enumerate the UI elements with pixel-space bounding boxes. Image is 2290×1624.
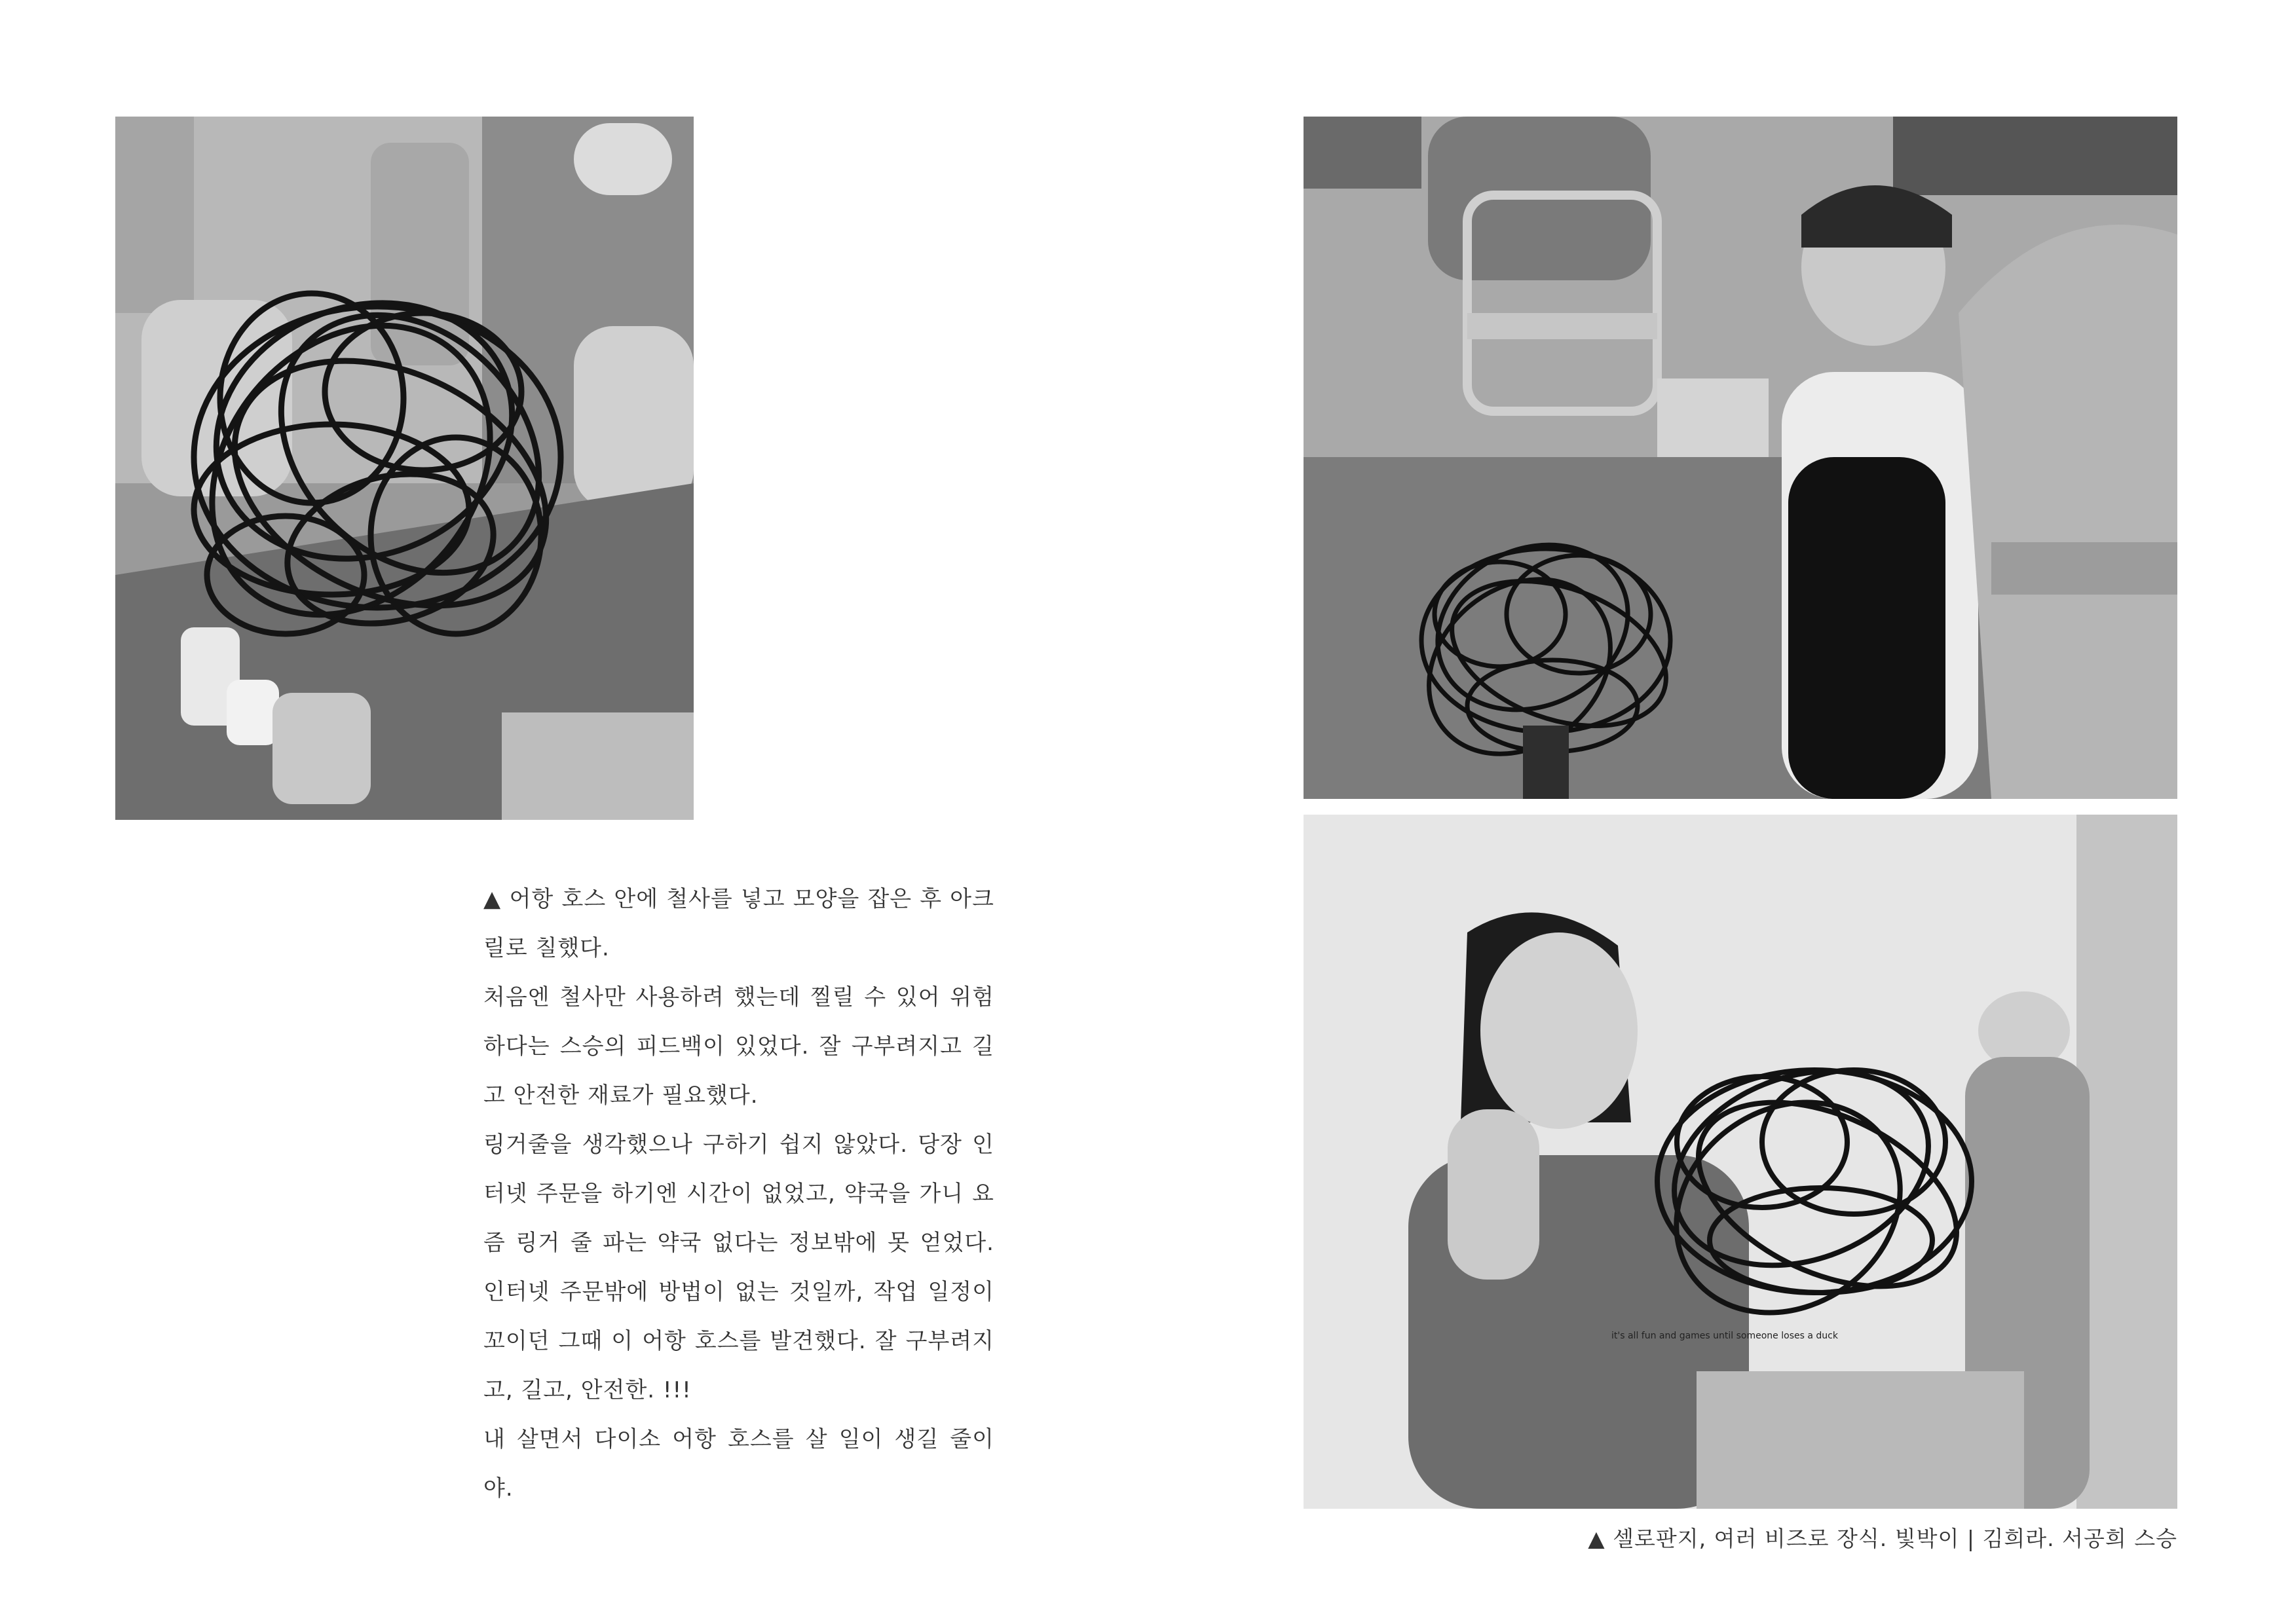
photo-hose-sculpture-on-table [115, 117, 694, 820]
paragraph-3: 내 살면서 다이소 어항 호스를 살 일이 생길 줄이야. [483, 1426, 994, 1502]
paragraph-1: 처음엔 철사만 사용하려 했는데 찔릴 수 있어 위험하다는 스승의 피드백이 있었다. 잘 구부려지고 길고 안전한 재료가 필요했다. [483, 984, 994, 1109]
photo-artist-seated-with-sculpture [1304, 117, 2177, 799]
photo-caption-left: ▲ 어항 호스 안에 철사를 넣고 모양을 잡은 후 아크릴로 칠했다. [483, 886, 994, 961]
body-text-block [483, 875, 994, 1513]
shirt-print-text: it's all fun and games until someone loses a duck [1611, 1331, 1838, 1341]
photo-caption-right: ▲ 셀로판지, 여러 비즈로 장식. 빛박이 | 김희라. 서공희 스승 [1588, 1526, 2177, 1551]
paragraph-2: 링거줄을 생각했으나 구하기 쉽지 않았다. 당장 인터넷 주문을 하기엔 시간이 없었고, 약국을 가니 요즘 링거 줄 파는 약국 없다는 정보밖에 못 얻었다. 인터넷 주문밖에 방법이 없는 것일까, 작업 일정이 꼬이던 그때 이 어항 호스를 발견했다. 잘 구부려지고, 길고, 안전한. !!! [483, 1132, 994, 1403]
photo-artist-holding-sculpture [1304, 815, 2177, 1509]
